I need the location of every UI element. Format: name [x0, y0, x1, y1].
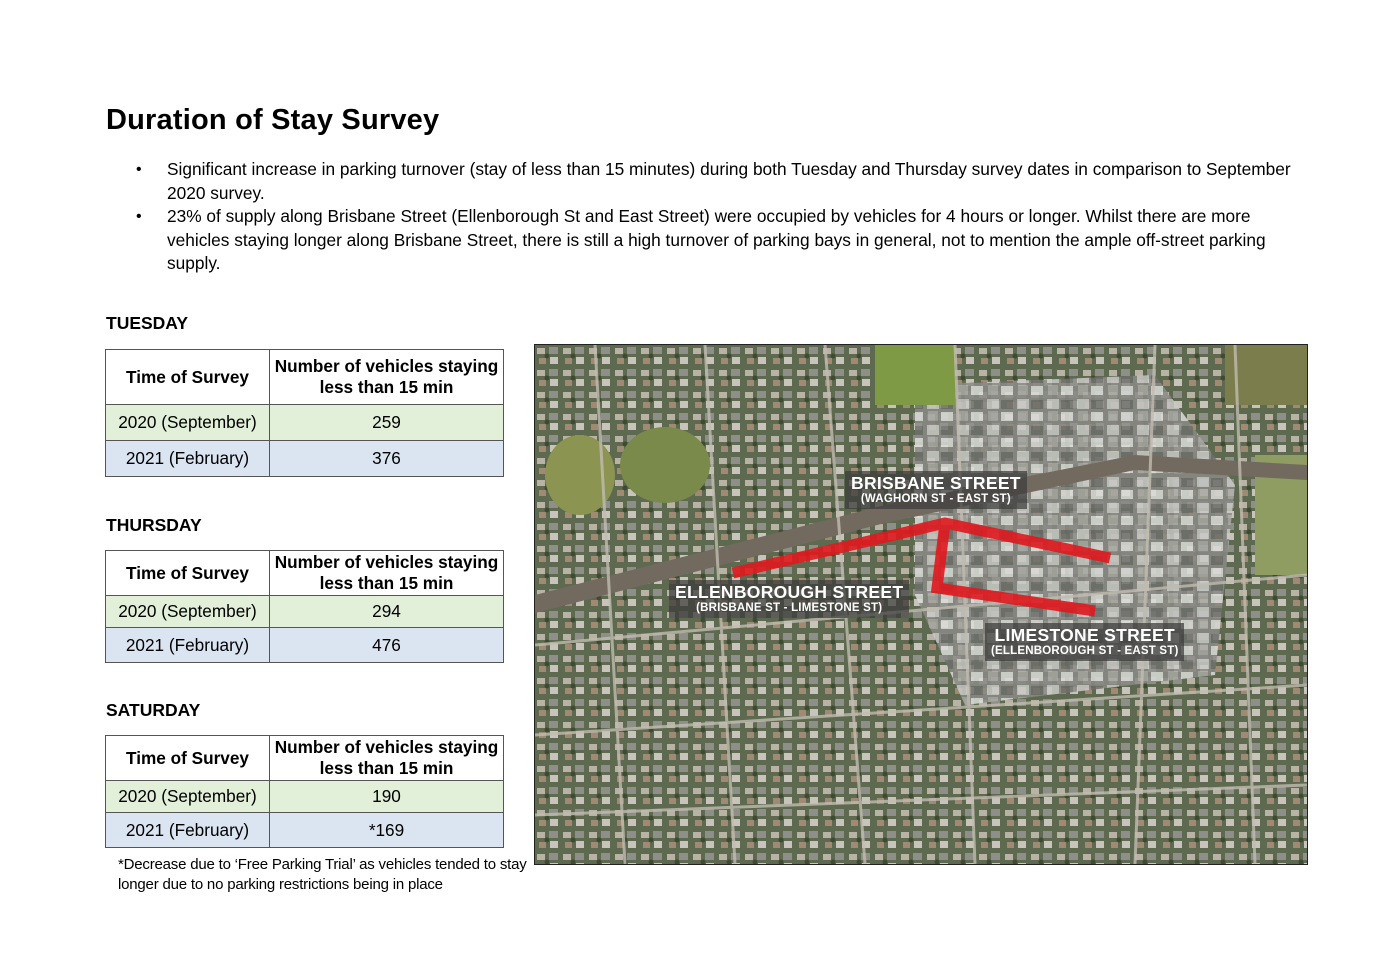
tuesday-heading: TUESDAY: [106, 313, 189, 333]
tuesday-table: [105, 349, 504, 477]
table-cell-count: 376: [270, 441, 504, 477]
saturday-heading: SATURDAY: [106, 700, 201, 720]
table-cell-count: 294: [270, 596, 504, 628]
bullet-text: Significant increase in parking turnover (stay of less than 15 minutes) during both Tuesday and Thursday survey dates in comparison to September 2020 survey.: [167, 159, 1291, 203]
page-title: Duration of Stay Survey: [106, 104, 440, 136]
table-header-count: Number of vehicles staying less than 15 min: [270, 350, 504, 405]
table-header-time: Time of Survey: [106, 551, 270, 596]
bullet-text: 23% of supply along Brisbane Street (Ellenborough St and East Street) were occupied by vehicles for 4 hours or longer. Whilst there are more vehicles staying longer along Brisbane Street, there is still a high turnover of parking bays in general, not to mention the ample off-street parking supply.: [167, 206, 1266, 273]
thursday-table: [105, 550, 504, 663]
table-row: [106, 441, 504, 477]
thursday-heading: THURSDAY: [106, 515, 202, 535]
bullet-item: [106, 158, 1301, 205]
table-cell-count: *169: [270, 813, 504, 848]
aerial-map-image: [534, 344, 1308, 865]
aerial-map-graphic: [535, 345, 1307, 864]
table-header-count: Number of vehicles staying less than 15 min: [270, 736, 504, 781]
table-row: [106, 405, 504, 441]
table-cell-time: 2020 (September): [106, 781, 270, 813]
footnote: *Decrease due to ‘Free Parking Trial’ as vehicles tended to stay longer due to no parking restrictions being in place: [118, 856, 527, 893]
map-label-limestone-street: LIMESTONE STREET (ELLENBOROUGH ST - EAST ST): [985, 623, 1184, 661]
table-row: [106, 781, 504, 813]
table-cell-count: 259: [270, 405, 504, 441]
table-cell-time: 2020 (September): [106, 405, 270, 441]
table-cell-count: 476: [270, 628, 504, 663]
bullet-item: [106, 205, 1301, 276]
bullet-dot-icon: •: [136, 208, 142, 225]
table-header-time: Time of Survey: [106, 350, 270, 405]
saturday-table: [105, 735, 504, 848]
table-cell-time: 2021 (February): [106, 441, 270, 477]
table-cell-time: 2021 (February): [106, 628, 270, 663]
table-row: [106, 813, 504, 848]
table-row: [106, 628, 504, 663]
table-header-count: Number of vehicles staying less than 15 min: [270, 551, 504, 596]
bullet-dot-icon: •: [136, 161, 142, 178]
bullet-list: [106, 158, 1301, 276]
table-cell-count: 190: [270, 781, 504, 813]
table-header-time: Time of Survey: [106, 736, 270, 781]
table-cell-time: 2021 (February): [106, 813, 270, 848]
map-label-ellenborough-street: ELLENBOROUGH STREET (BRISBANE ST - LIMESTONE ST): [669, 580, 909, 618]
table-cell-time: 2020 (September): [106, 596, 270, 628]
table-row: [106, 596, 504, 628]
map-label-brisbane-street: BRISBANE STREET (WAGHORN ST - EAST ST): [845, 471, 1027, 509]
